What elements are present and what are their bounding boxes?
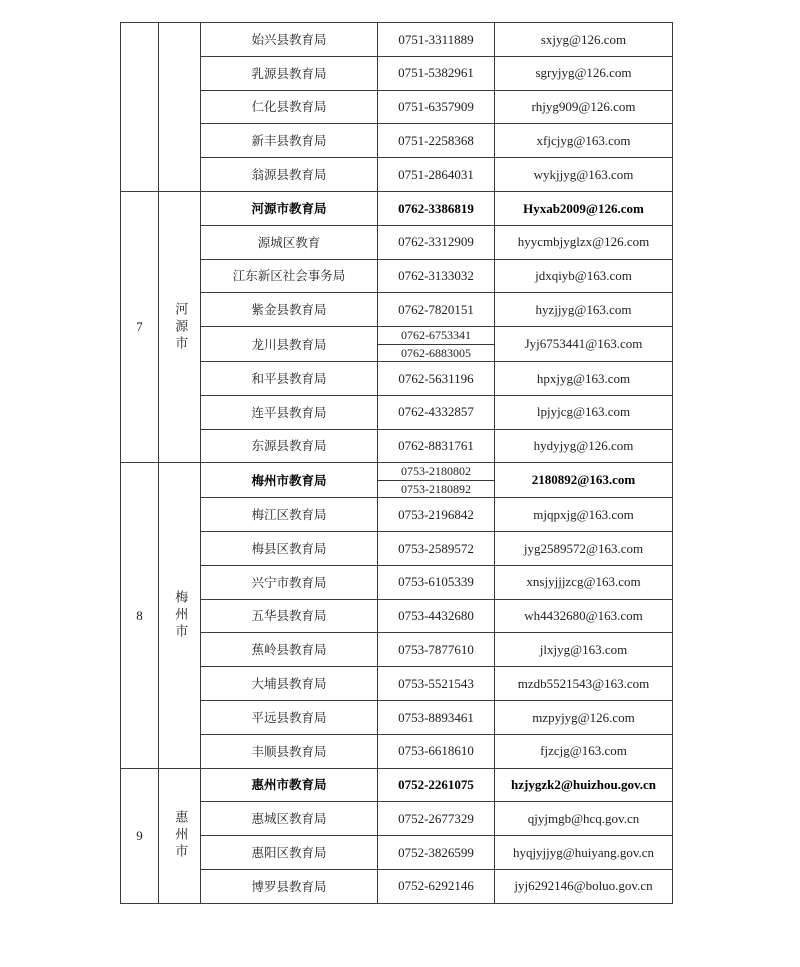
office-name: 蕉岭县教育局 [201, 633, 378, 667]
office-name: 大埔县教育局 [201, 667, 378, 701]
table-row [121, 599, 673, 633]
email-address: mjqpxjg@163.com [495, 498, 673, 532]
office-name: 惠城区教育局 [201, 802, 378, 836]
email-address: sxjyg@126.com [495, 23, 673, 57]
email-address: wh4432680@163.com [495, 599, 673, 633]
table-row [121, 667, 673, 701]
email-address: Hyxab2009@126.com [495, 191, 673, 225]
city-name: 河源市 [159, 191, 201, 462]
phone-number: 0751-3311889 [378, 23, 495, 57]
office-name: 博罗县教育局 [201, 869, 378, 903]
phone-number: 0752-2677329 [378, 802, 495, 836]
table-row [121, 869, 673, 903]
phone-number: 0762-6753341 [378, 327, 495, 344]
office-name: 和平县教育局 [201, 361, 378, 395]
phone-number: 0751-6357909 [378, 90, 495, 124]
email-address: wykjjyg@163.com [495, 158, 673, 192]
email-address: jdxqiyb@163.com [495, 259, 673, 293]
table-row [121, 124, 673, 158]
phone-number: 0753-4432680 [378, 599, 495, 633]
email-address: hpxjyg@163.com [495, 361, 673, 395]
phone-number: 0753-2196842 [378, 498, 495, 532]
table-row [121, 802, 673, 836]
phone-number: 0751-5382961 [378, 56, 495, 90]
table-row [121, 429, 673, 463]
email-address: mzpyjyg@126.com [495, 700, 673, 734]
row-number: 9 [121, 768, 159, 903]
phone-number: 0751-2258368 [378, 124, 495, 158]
office-name: 东源县教育局 [201, 429, 378, 463]
email-address: jyg2589572@163.com [495, 531, 673, 565]
email-address: qjyjmgb@hcq.gov.cn [495, 802, 673, 836]
table-row [121, 327, 673, 344]
table-row [121, 463, 673, 480]
email-address: xnsjyjjjzcg@163.com [495, 565, 673, 599]
table-row [121, 498, 673, 532]
office-name: 翁源县教育局 [201, 158, 378, 192]
phone-number: 0752-2261075 [378, 768, 495, 802]
table-row [121, 633, 673, 667]
office-name: 新丰县教育局 [201, 124, 378, 158]
phone-number: 0753-5521543 [378, 667, 495, 701]
office-name: 龙川县教育局 [201, 327, 378, 362]
office-name: 仁化县教育局 [201, 90, 378, 124]
phone-number: 0762-7820151 [378, 293, 495, 327]
table-row [121, 191, 673, 225]
office-name: 始兴县教育局 [201, 23, 378, 57]
row-number [121, 23, 159, 192]
phone-number: 0762-8831761 [378, 429, 495, 463]
phone-number: 0762-5631196 [378, 361, 495, 395]
table-row [121, 90, 673, 124]
email-address: lpjyjcg@163.com [495, 395, 673, 429]
phone-number-secondary: 0762-6883005 [378, 344, 495, 361]
office-name: 乳源县教育局 [201, 56, 378, 90]
office-name: 五华县教育局 [201, 599, 378, 633]
email-address: jlxjyg@163.com [495, 633, 673, 667]
city-name: 惠州市 [159, 768, 201, 903]
office-name: 源城区教育 [201, 225, 378, 259]
phone-number: 0762-4332857 [378, 395, 495, 429]
phone-number: 0753-6618610 [378, 734, 495, 768]
phone-number: 0762-3386819 [378, 191, 495, 225]
city-name: 梅州市 [159, 463, 201, 768]
table-row [121, 56, 673, 90]
phone-number: 0752-6292146 [378, 869, 495, 903]
table-row [121, 361, 673, 395]
office-name: 紫金县教育局 [201, 293, 378, 327]
office-name: 梅江区教育局 [201, 498, 378, 532]
contact-table [120, 22, 673, 904]
phone-number: 0753-7877610 [378, 633, 495, 667]
phone-number: 0753-2589572 [378, 531, 495, 565]
phone-number: 0751-2864031 [378, 158, 495, 192]
phone-number: 0753-2180802 [378, 463, 495, 480]
row-number: 7 [121, 191, 159, 462]
phone-number: 0753-6105339 [378, 565, 495, 599]
row-number: 8 [121, 463, 159, 768]
table-row [121, 836, 673, 870]
phone-number-secondary: 0753-2180892 [378, 480, 495, 497]
office-name: 江东新区社会事务局 [201, 259, 378, 293]
table-row [121, 225, 673, 259]
table-row [121, 259, 673, 293]
office-name: 惠阳区教育局 [201, 836, 378, 870]
email-address: hzjygzk2@huizhou.gov.cn [495, 768, 673, 802]
phone-number: 0752-3826599 [378, 836, 495, 870]
email-address: Jyj6753441@163.com [495, 327, 673, 362]
city-name [159, 23, 201, 192]
table-row [121, 293, 673, 327]
email-address: hyqjyjjyg@huiyang.gov.cn [495, 836, 673, 870]
email-address: hyzjjyg@163.com [495, 293, 673, 327]
email-address: hydyjyg@126.com [495, 429, 673, 463]
email-address: sgryjyg@126.com [495, 56, 673, 90]
table-row [121, 768, 673, 802]
table-row [121, 23, 673, 57]
phone-number: 0753-8893461 [378, 700, 495, 734]
email-address: jyj6292146@boluo.gov.cn [495, 869, 673, 903]
email-address: 2180892@163.com [495, 463, 673, 498]
table-row [121, 734, 673, 768]
office-name: 兴宁市教育局 [201, 565, 378, 599]
table-row [121, 565, 673, 599]
email-address: xfjcjyg@163.com [495, 124, 673, 158]
office-name: 平远县教育局 [201, 700, 378, 734]
office-name: 梅州市教育局 [201, 463, 378, 498]
table-row [121, 395, 673, 429]
table-row [121, 531, 673, 565]
table-row [121, 158, 673, 192]
office-name: 河源市教育局 [201, 191, 378, 225]
office-name: 惠州市教育局 [201, 768, 378, 802]
table-row [121, 700, 673, 734]
office-name: 丰顺县教育局 [201, 734, 378, 768]
email-address: hyycmbjyglzx@126.com [495, 225, 673, 259]
phone-number: 0762-3312909 [378, 225, 495, 259]
office-name: 连平县教育局 [201, 395, 378, 429]
phone-number: 0762-3133032 [378, 259, 495, 293]
email-address: fjzcjg@163.com [495, 734, 673, 768]
email-address: mzdb5521543@163.com [495, 667, 673, 701]
office-name: 梅县区教育局 [201, 531, 378, 565]
email-address: rhjyg909@126.com [495, 90, 673, 124]
